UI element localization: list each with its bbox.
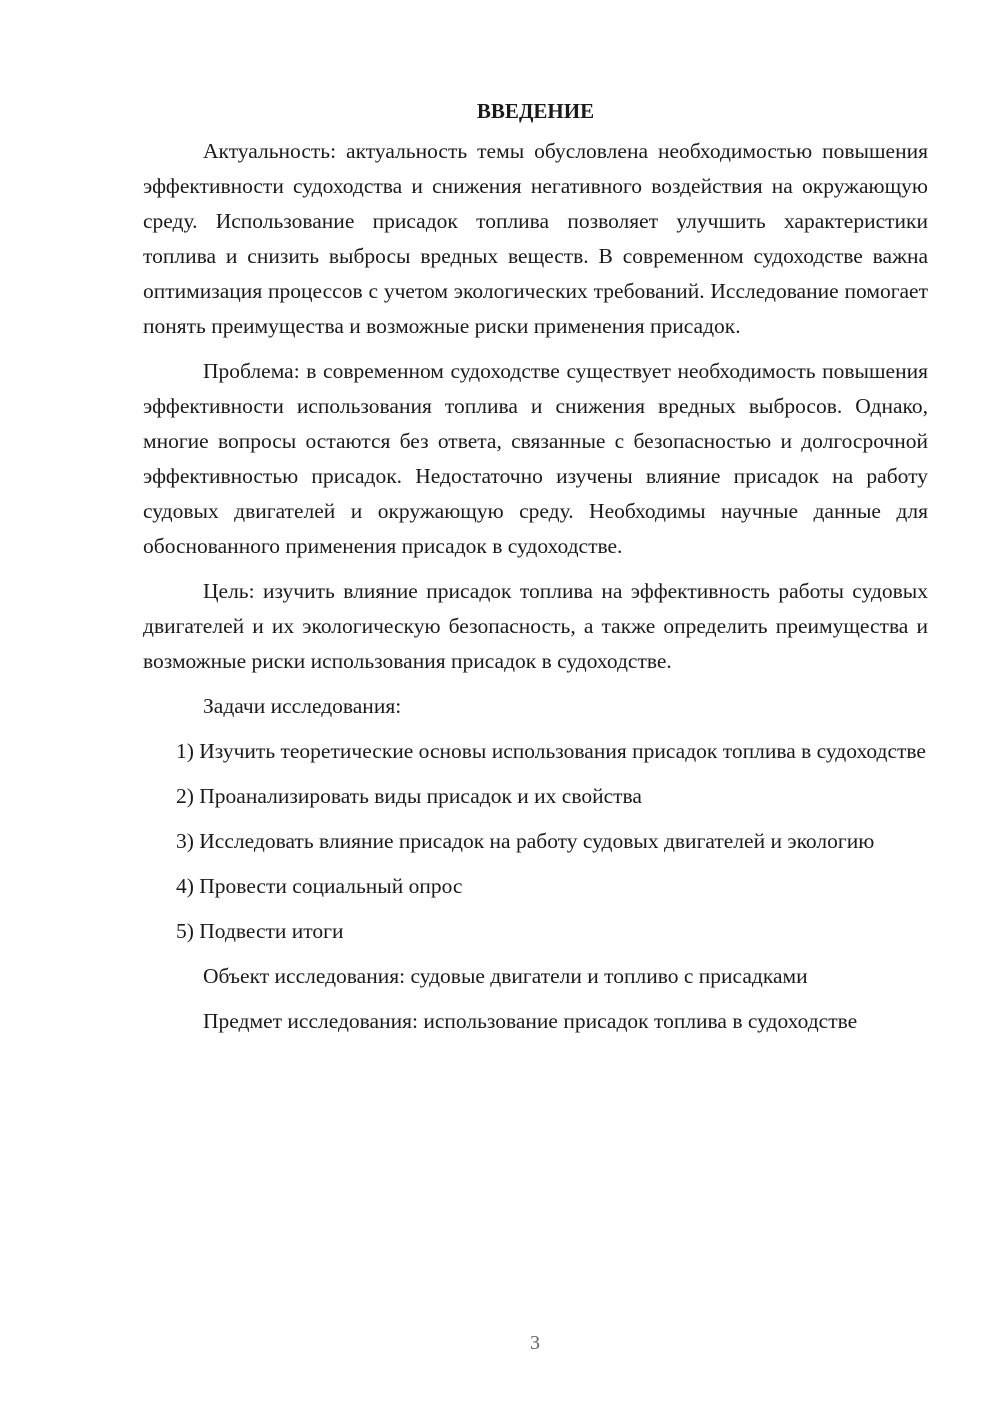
task-item: 2) Проанализировать виды присадок и их свойства: [176, 784, 642, 808]
tasks-heading: Задачи исследования:: [203, 694, 402, 718]
goal-paragraph: Цель: изучить влияние присадок топлива на эффективность работы судовых двигателей и их экологическую безопасность, а также определить преимущества и возможные риски использования присадок в судоходстве.: [143, 579, 928, 673]
section-title: ВВЕДЕНИЕ: [476, 99, 595, 123]
relevance-paragraph: Актуальность: актуальность темы обусловлена необходимостью повышения эффективности судоходства и снижения негативного воздействия на окружающую среду. Использование присадок топлива позволяет улучшить характеристики топлива и снизить выбросы вредных веществ. В современном судоходстве важна оптимизация процессов с учетом экологических требований. Исследование помогает понять преимущества и возможные риски применения присадок.: [143, 139, 928, 338]
problem-paragraph: Проблема: в современном судоходстве существует необходимость повышения эффективности использования топлива и снижения вредных выбросов. Однако, многие вопросы остаются без ответа, связанные с безопасностью и долгосрочной эффективностью присадок. Недостаточно изучены влияние присадок на работу судовых двигателей и окружающую среду. Необходимы научные данные для обоснованного применения присадок в судоходстве.: [143, 359, 928, 558]
object-paragraph: Объект исследования: судовые двигатели и топливо с присадками: [203, 964, 808, 988]
subject-paragraph: Предмет исследования: использование присадок топлива в судоходстве: [203, 1009, 858, 1033]
task-item: 1) Изучить теоретические основы использования присадок топлива в судоходстве: [176, 739, 926, 763]
task-item: 4) Провести социальный опрос: [176, 874, 463, 898]
page-number: 3: [530, 1332, 540, 1354]
task-item: 3) Исследовать влияние присадок на работу судовых двигателей и экологию: [176, 829, 875, 853]
page-content: [143, 96, 928, 1049]
task-item: 5) Подвести итоги: [176, 919, 344, 943]
